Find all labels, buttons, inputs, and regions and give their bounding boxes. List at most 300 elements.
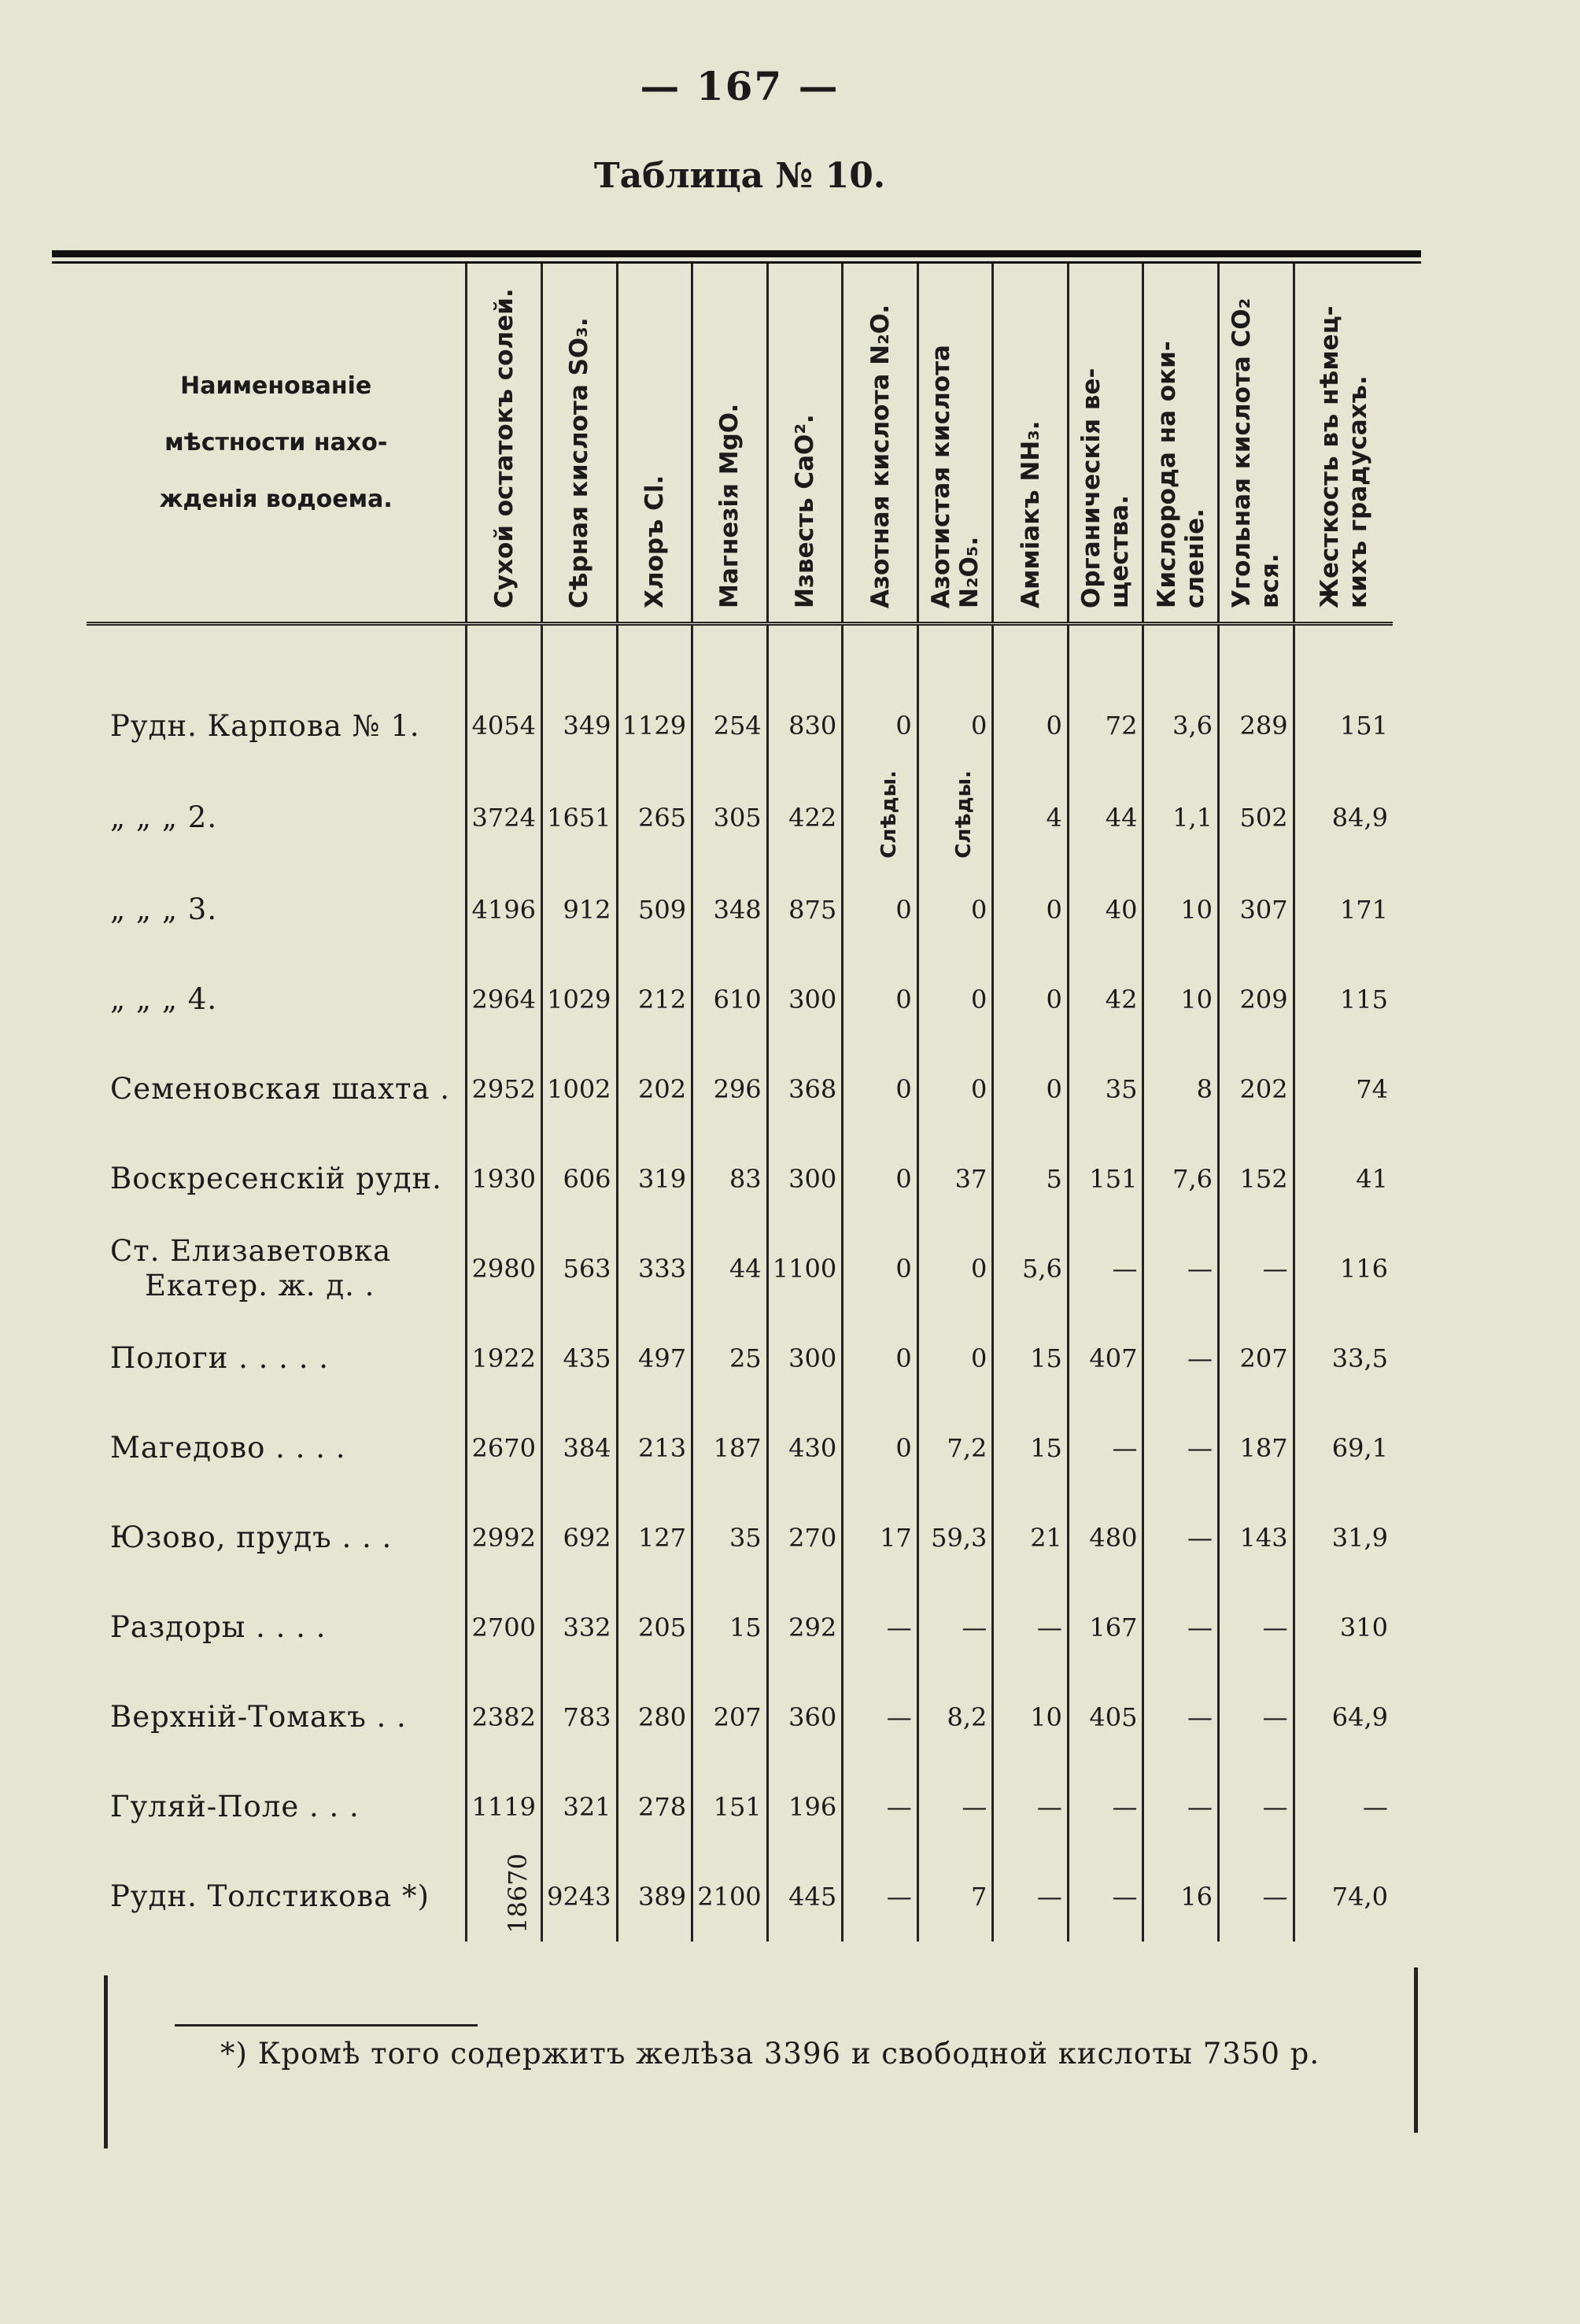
- value-text: 69,1: [1331, 1432, 1388, 1463]
- value-text: 332: [563, 1612, 611, 1642]
- value-cell: [617, 1762, 692, 1852]
- value-text: 4196: [471, 894, 536, 925]
- value-text: 116: [1339, 1253, 1388, 1284]
- locality-name-text: Семеновская шахта .: [110, 1072, 451, 1107]
- value-cell: [617, 1134, 692, 1224]
- value-cell: [1294, 1583, 1393, 1672]
- value-text: 0: [895, 984, 912, 1014]
- value-text: 33,5: [1331, 1343, 1388, 1373]
- value-text: 830: [788, 711, 837, 741]
- value-cell: [1219, 1224, 1294, 1313]
- value-cell: [467, 1134, 542, 1224]
- value-cell: [767, 1583, 843, 1672]
- value-cell: [843, 1134, 918, 1224]
- value-text: 321: [563, 1791, 611, 1822]
- value-cell: [1294, 865, 1393, 955]
- value-cell: [843, 1313, 918, 1403]
- value-cell: [1068, 770, 1143, 865]
- value-cell: [467, 1493, 542, 1583]
- locality-name-text: Раздоры . . . .: [110, 1610, 327, 1645]
- table-row: [87, 1852, 1393, 1942]
- value-cell: [1294, 1493, 1393, 1583]
- value-cell: [467, 1313, 542, 1403]
- value-cell: [1294, 955, 1393, 1044]
- water-analysis-table: [87, 264, 1393, 1942]
- locality-name: [87, 1852, 467, 1942]
- column-header: Азотистая кислота N₂O₅.: [917, 264, 993, 624]
- value-cell: [1143, 1852, 1219, 1942]
- column-header: Сухой остатокъ солей.: [467, 264, 542, 624]
- value-cell: [917, 1493, 993, 1583]
- value-cell: [917, 1224, 993, 1313]
- value-text: 2700: [471, 1612, 536, 1642]
- value-text: 563: [563, 1253, 611, 1284]
- value-text: 10: [1030, 1701, 1062, 1732]
- value-text: 254: [713, 711, 762, 741]
- value-cell: [1143, 1672, 1219, 1762]
- locality-name-text: Верхній-Томакъ . .: [110, 1700, 407, 1735]
- value-cell: [692, 1044, 768, 1134]
- value-cell: [541, 1403, 617, 1493]
- locality-name: [87, 770, 467, 865]
- value-text: 0: [1046, 711, 1062, 741]
- value-cell: [993, 1403, 1069, 1493]
- footnote: *) Кромѣ того содержитъ желѣза 3396 и свободной кислоты 7350 р.: [220, 2037, 1320, 2071]
- value-cell: [1219, 1403, 1294, 1493]
- value-cell: [767, 1224, 843, 1313]
- value-text: 18670: [502, 1853, 533, 1934]
- value-cell: [993, 1762, 1069, 1852]
- value-cell: [467, 1672, 542, 1762]
- value-cell: [993, 681, 1069, 770]
- top-rule: [52, 250, 1421, 257]
- column-header: Магнезія MgO.: [692, 264, 768, 624]
- name-header-line: мѣстности нахо-: [164, 428, 388, 456]
- value-text: —: [886, 1881, 912, 1912]
- value-text: 2964: [471, 984, 536, 1014]
- value-cell: [1068, 1852, 1143, 1942]
- value-text: 0: [970, 1253, 988, 1284]
- value-text: 10: [1180, 894, 1213, 925]
- value-text: 280: [638, 1701, 687, 1732]
- value-text: 35: [1105, 1073, 1138, 1104]
- value-cell: [1219, 955, 1294, 1044]
- value-cell: [843, 1762, 918, 1852]
- value-cell: [993, 1583, 1069, 1672]
- value-cell: [1219, 865, 1294, 955]
- value-text: —: [1262, 1612, 1288, 1642]
- value-text: 2992: [471, 1522, 536, 1553]
- table-title: Таблица № 10.: [593, 156, 886, 196]
- value-cell: [917, 865, 993, 955]
- value-cell: [843, 681, 918, 770]
- value-text: 3724: [471, 802, 536, 833]
- value-text: 151: [1339, 711, 1388, 741]
- value-cell: [1143, 1403, 1219, 1493]
- value-text: —: [1187, 1253, 1213, 1284]
- value-text: 0: [895, 1253, 912, 1284]
- value-cell: [1294, 1224, 1393, 1313]
- value-text: 171: [1339, 894, 1388, 925]
- value-cell: [993, 955, 1069, 1044]
- value-cell: [1219, 1762, 1294, 1852]
- value-cell: [1068, 1224, 1143, 1313]
- value-text: —: [1187, 1612, 1213, 1642]
- value-text: —: [886, 1791, 912, 1822]
- value-text: 44: [1105, 802, 1138, 833]
- value-cell: [917, 955, 993, 1044]
- value-cell: [1294, 1762, 1393, 1852]
- value-cell: [617, 1224, 692, 1313]
- value-text: 64,9: [1331, 1701, 1388, 1732]
- value-cell: [1143, 1134, 1219, 1224]
- value-text: 5: [1046, 1163, 1062, 1194]
- value-text: 17: [880, 1522, 912, 1553]
- value-text: 196: [788, 1791, 837, 1822]
- value-text: 389: [638, 1881, 687, 1912]
- value-text: 435: [563, 1343, 611, 1373]
- value-cell: [541, 1583, 617, 1672]
- value-text: 151: [713, 1791, 762, 1822]
- value-text: 0: [895, 1432, 912, 1463]
- value-cell: [1068, 955, 1143, 1044]
- locality-name: [87, 1672, 467, 1762]
- column-header: Аммiакъ NH₃.: [993, 264, 1069, 624]
- value-text: 509: [638, 894, 687, 925]
- value-text: 5,6: [1022, 1253, 1062, 1284]
- value-text: 912: [563, 894, 611, 925]
- value-cell: [467, 1403, 542, 1493]
- value-cell: [467, 1224, 542, 1313]
- value-text: 202: [1239, 1073, 1288, 1104]
- table-row: [87, 1224, 1393, 1313]
- value-text: 278: [638, 1791, 687, 1822]
- value-text: 289: [1239, 711, 1288, 741]
- value-text: 4: [1046, 802, 1062, 833]
- value-text: 83: [729, 1163, 762, 1194]
- value-text: 8,2: [947, 1701, 988, 1732]
- value-cell: [843, 1852, 918, 1942]
- value-cell: [467, 955, 542, 1044]
- value-text: 74: [1356, 1073, 1388, 1104]
- value-cell: [1219, 1583, 1294, 1672]
- table-row: [87, 1762, 1393, 1852]
- value-cell: [617, 1313, 692, 1403]
- value-text: —: [1262, 1881, 1288, 1912]
- table-row: [87, 1583, 1393, 1672]
- column-header: Кислорода на оки- сленіе.: [1143, 264, 1219, 624]
- value-text: 205: [638, 1612, 687, 1642]
- value-text: 300: [788, 1163, 837, 1194]
- value-cell: [993, 770, 1069, 865]
- value-text: 368: [788, 1073, 837, 1104]
- value-text: 300: [788, 1343, 837, 1373]
- value-text: 422: [788, 802, 837, 833]
- value-cell: [1219, 1313, 1294, 1403]
- value-text: 783: [563, 1701, 611, 1732]
- locality-name: [87, 1493, 467, 1583]
- value-text: 405: [1089, 1701, 1138, 1732]
- value-text: 480: [1089, 1522, 1138, 1553]
- value-text: —: [1187, 1343, 1213, 1373]
- value-text: —: [1112, 1791, 1138, 1822]
- value-text: 0: [895, 711, 912, 741]
- value-text: 152: [1239, 1163, 1288, 1194]
- value-text: 25: [729, 1343, 762, 1373]
- value-text: 207: [1239, 1343, 1288, 1373]
- value-text: 187: [1239, 1432, 1288, 1463]
- locality-name-text: Магедово . . . .: [110, 1431, 346, 1465]
- value-text: 74,0: [1331, 1881, 1388, 1912]
- value-cell: [1068, 1672, 1143, 1762]
- value-text: 207: [713, 1701, 762, 1732]
- value-cell: [1294, 1852, 1393, 1942]
- value-text: 360: [788, 1701, 837, 1732]
- value-cell: [993, 1134, 1069, 1224]
- value-cell: [993, 1852, 1069, 1942]
- table-right-rule: [1414, 1967, 1418, 2133]
- value-text: 15: [1030, 1432, 1062, 1463]
- value-cell: [1219, 1852, 1294, 1942]
- footnote-rule: [175, 2024, 478, 2027]
- value-text: 348: [713, 894, 762, 925]
- value-text: 606: [563, 1163, 611, 1194]
- table-row: [87, 1403, 1393, 1493]
- value-cell: [617, 955, 692, 1044]
- table-row: [87, 770, 1393, 865]
- value-text: —: [1036, 1791, 1062, 1822]
- value-cell: [767, 1313, 843, 1403]
- table-row: [87, 1044, 1393, 1134]
- value-cell: [1068, 681, 1143, 770]
- value-text: 1,1: [1172, 802, 1213, 833]
- value-cell: [1143, 1493, 1219, 1583]
- value-text: 319: [638, 1163, 687, 1194]
- locality-name-text: Юзово, прудъ . . .: [110, 1520, 393, 1555]
- value-text: 2382: [471, 1701, 536, 1732]
- value-cell: [1143, 1224, 1219, 1313]
- value-cell: [617, 1583, 692, 1672]
- locality-name: [87, 1313, 467, 1403]
- value-cell: [993, 1672, 1069, 1762]
- value-text: 0: [895, 1163, 912, 1194]
- column-header: Угольная кислота CO₂ вся.: [1219, 264, 1294, 624]
- value-cell: [1068, 1044, 1143, 1134]
- value-text: 445: [788, 1881, 837, 1912]
- value-text: 213: [638, 1432, 687, 1463]
- value-text: 333: [638, 1253, 687, 1284]
- value-text: 610: [713, 984, 762, 1014]
- value-text: 15: [729, 1612, 762, 1642]
- value-text: 0: [970, 711, 988, 741]
- value-text: —: [1036, 1612, 1062, 1642]
- value-text: 875: [788, 894, 837, 925]
- value-text: 270: [788, 1522, 837, 1553]
- value-cell: [767, 1403, 843, 1493]
- value-text: —: [1187, 1522, 1213, 1553]
- value-cell: [541, 1044, 617, 1134]
- locality-name-text: „ „ „ 2.: [110, 800, 218, 835]
- spacer-row: [87, 624, 1393, 682]
- value-cell: [843, 1672, 918, 1762]
- value-text: 202: [638, 1073, 687, 1104]
- table-row: [87, 865, 1393, 955]
- value-cell: [541, 955, 617, 1044]
- table-row: [87, 955, 1393, 1044]
- value-cell: [843, 1493, 918, 1583]
- value-cell: [467, 681, 542, 770]
- name-header-line: жденія водоема.: [159, 485, 393, 513]
- value-text: —: [1112, 1881, 1138, 1912]
- value-text: 1100: [772, 1253, 837, 1284]
- value-cell: [692, 865, 768, 955]
- value-cell: [692, 1403, 768, 1493]
- locality-name: [87, 681, 467, 770]
- value-text: 384: [563, 1432, 611, 1463]
- value-text: 292: [788, 1612, 837, 1642]
- value-cell: [1068, 865, 1143, 955]
- value-cell: [692, 1134, 768, 1224]
- table-row: [87, 1493, 1393, 1583]
- value-text: 10: [1180, 984, 1213, 1014]
- value-text: 1922: [471, 1343, 536, 1373]
- table-row: [87, 681, 1393, 770]
- value-cell: [1068, 1583, 1143, 1672]
- value-text: 187: [713, 1432, 762, 1463]
- value-text: 0: [970, 1343, 988, 1373]
- value-text: 143: [1239, 1522, 1288, 1553]
- value-text: 300: [788, 984, 837, 1014]
- value-text: 296: [713, 1073, 762, 1104]
- column-header: Органическія ве- щества.: [1068, 264, 1143, 624]
- value-cell: [1068, 1493, 1143, 1583]
- value-cell: [1143, 1583, 1219, 1672]
- page-number: — 167 —: [640, 63, 840, 109]
- value-cell: [843, 955, 918, 1044]
- value-text: 265: [638, 802, 687, 833]
- value-cell: [541, 1134, 617, 1224]
- value-text: 72: [1105, 711, 1138, 741]
- value-text: 2100: [697, 1881, 762, 1912]
- value-text: 0: [895, 1073, 912, 1104]
- value-cell: [767, 865, 843, 955]
- value-cell: [1294, 1403, 1393, 1493]
- value-cell: [1068, 1762, 1143, 1852]
- value-text: 151: [1089, 1163, 1138, 1194]
- value-cell: [467, 1762, 542, 1852]
- value-text: 40: [1105, 894, 1138, 925]
- column-header: Сѣрная кислота SO₃.: [541, 264, 617, 624]
- value-cell: [1219, 1672, 1294, 1762]
- value-text: 9243: [547, 1881, 611, 1912]
- value-text: 21: [1030, 1522, 1062, 1553]
- value-cell: [843, 1224, 918, 1313]
- table-row: [87, 1134, 1393, 1224]
- locality-name: [87, 865, 467, 955]
- value-cell: [617, 1403, 692, 1493]
- value-cell: [1068, 1403, 1143, 1493]
- value-cell: [467, 865, 542, 955]
- header-row: [87, 264, 1393, 624]
- value-cell: [917, 1762, 993, 1852]
- value-cell: [1219, 681, 1294, 770]
- value-cell: [843, 770, 918, 865]
- value-text: Слѣды.: [877, 770, 901, 859]
- value-cell: [1143, 1044, 1219, 1134]
- value-text: 4054: [471, 711, 536, 741]
- value-cell: [843, 1044, 918, 1134]
- value-cell: [767, 1672, 843, 1762]
- value-text: 7,2: [947, 1432, 988, 1463]
- value-text: 84,9: [1331, 802, 1388, 833]
- column-header: Азотная кислота N₂O.: [843, 264, 918, 624]
- value-cell: [617, 1044, 692, 1134]
- value-cell: [1294, 1313, 1393, 1403]
- value-cell: [541, 1852, 617, 1942]
- value-text: 115: [1339, 984, 1388, 1014]
- value-text: 310: [1339, 1612, 1388, 1642]
- value-text: 167: [1089, 1612, 1138, 1642]
- value-text: 307: [1239, 894, 1288, 925]
- value-text: 0: [970, 1073, 988, 1104]
- value-text: 0: [1046, 1073, 1062, 1104]
- value-cell: [843, 1403, 918, 1493]
- value-cell: [1294, 681, 1393, 770]
- locality-name-text: Рудн. Толстикова *): [110, 1879, 430, 1914]
- value-cell: [617, 1672, 692, 1762]
- value-text: 502: [1239, 802, 1288, 833]
- value-cell: [541, 865, 617, 955]
- value-cell: [917, 1583, 993, 1672]
- value-text: 0: [1046, 984, 1062, 1014]
- value-cell: [541, 681, 617, 770]
- value-text: —: [962, 1612, 988, 1642]
- value-cell: [541, 1762, 617, 1852]
- value-cell: [467, 1044, 542, 1134]
- value-text: 305: [713, 802, 762, 833]
- locality-name: [87, 1403, 467, 1493]
- value-text: 59,3: [931, 1522, 988, 1553]
- value-cell: [767, 770, 843, 865]
- value-cell: [993, 1044, 1069, 1134]
- table-row: [87, 1313, 1393, 1403]
- value-cell: [692, 1762, 768, 1852]
- value-cell: [617, 1852, 692, 1942]
- value-cell: [767, 955, 843, 1044]
- value-text: 212: [638, 984, 687, 1014]
- locality-name: [87, 955, 467, 1044]
- value-cell: [767, 1493, 843, 1583]
- value-text: —: [1036, 1881, 1062, 1912]
- value-cell: [541, 1313, 617, 1403]
- value-cell: [1068, 1134, 1143, 1224]
- value-cell: [1219, 1134, 1294, 1224]
- value-cell: [692, 1583, 768, 1672]
- value-cell: [767, 681, 843, 770]
- value-text: 2670: [471, 1432, 536, 1463]
- value-text: 41: [1356, 1163, 1388, 1194]
- value-cell: [692, 955, 768, 1044]
- value-text: —: [1112, 1432, 1138, 1463]
- value-cell: [1143, 955, 1219, 1044]
- name-header-line: Наименованіе: [180, 371, 372, 400]
- value-text: 37: [954, 1163, 988, 1194]
- value-text: —: [1262, 1701, 1288, 1732]
- value-cell: [767, 1852, 843, 1942]
- value-cell: [917, 1403, 993, 1493]
- value-cell: [617, 681, 692, 770]
- value-cell: [692, 770, 768, 865]
